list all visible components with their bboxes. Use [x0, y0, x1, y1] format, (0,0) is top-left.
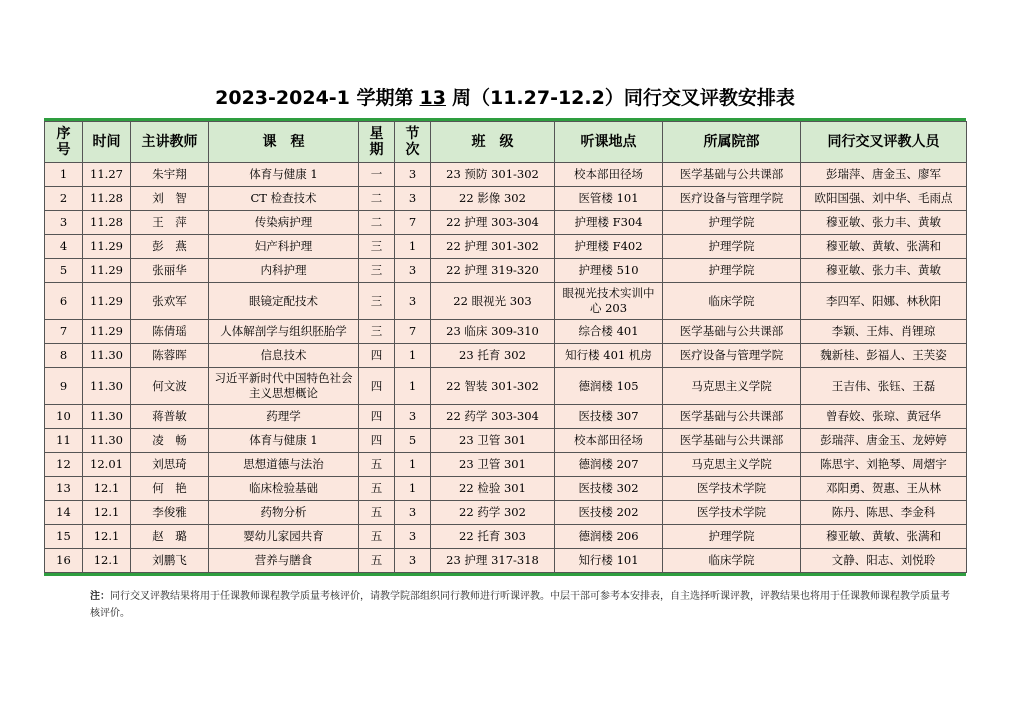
cell-period: 1 [395, 453, 431, 477]
cell-class: 23 预防 301-302 [431, 163, 555, 187]
cell-date: 12.1 [83, 549, 131, 573]
cell-department: 护理学院 [663, 525, 801, 549]
cell-location: 护理楼 510 [555, 259, 663, 283]
cell-index: 14 [45, 501, 83, 525]
cell-date: 11.29 [83, 235, 131, 259]
cell-teacher: 凌 畅 [131, 429, 209, 453]
cell-teacher: 彭 燕 [131, 235, 209, 259]
cell-index: 3 [45, 211, 83, 235]
cell-class: 23 护理 317-318 [431, 549, 555, 573]
cell-index: 11 [45, 429, 83, 453]
cell-period: 7 [395, 211, 431, 235]
cell-teacher: 刘思琦 [131, 453, 209, 477]
cell-location: 知行楼 101 [555, 549, 663, 573]
cell-class: 22 药学 303-304 [431, 405, 555, 429]
cell-period: 1 [395, 344, 431, 368]
cell-class: 22 影像 302 [431, 187, 555, 211]
cell-period: 3 [395, 163, 431, 187]
cell-weekday: 三 [359, 259, 395, 283]
cell-teacher: 张丽华 [131, 259, 209, 283]
cell-evaluators: 穆亚敏、张力丰、黄敏 [801, 259, 967, 283]
header-evaluators: 同行交叉评教人员 [801, 122, 967, 163]
table-row [45, 259, 967, 283]
cell-weekday: 四 [359, 429, 395, 453]
title-week-number: 13 [419, 87, 446, 109]
cell-department: 医疗设备与管理学院 [663, 344, 801, 368]
cell-weekday: 四 [359, 344, 395, 368]
cell-index: 4 [45, 235, 83, 259]
footnote-text: 同行交叉评教结果将用于任课教师课程教学质量考核评价，请教学院部组织同行教师进行听课评教。中层干部可参考本安排表，自主选择听课评教，评教结果也将用于任课教师课程教学质量考核评价。 [90, 591, 950, 619]
cell-index: 9 [45, 368, 83, 405]
cell-teacher: 刘鹏飞 [131, 549, 209, 573]
cell-teacher: 朱宇翔 [131, 163, 209, 187]
cell-period: 3 [395, 525, 431, 549]
cell-period: 7 [395, 320, 431, 344]
cell-course: 营养与膳食 [209, 549, 359, 573]
cell-evaluators: 李颖、王炜、肖锂琼 [801, 320, 967, 344]
cell-course: CT 检查技术 [209, 187, 359, 211]
cell-location: 校本部田径场 [555, 429, 663, 453]
footnote [90, 588, 950, 622]
cell-period: 5 [395, 429, 431, 453]
cell-teacher: 张欢军 [131, 283, 209, 320]
cell-class: 22 检验 301 [431, 477, 555, 501]
cell-period: 1 [395, 368, 431, 405]
cell-period: 3 [395, 405, 431, 429]
cell-course: 思想道德与法治 [209, 453, 359, 477]
cell-location: 医技楼 302 [555, 477, 663, 501]
cell-location: 护理楼 F402 [555, 235, 663, 259]
cell-course: 内科护理 [209, 259, 359, 283]
cell-class: 22 托育 303 [431, 525, 555, 549]
header-period: 节次 [395, 122, 431, 163]
cell-index: 2 [45, 187, 83, 211]
cell-teacher: 蒋普敏 [131, 405, 209, 429]
cell-location: 医技楼 307 [555, 405, 663, 429]
table-row [45, 163, 967, 187]
cell-location: 德润楼 206 [555, 525, 663, 549]
cell-teacher: 李俊雅 [131, 501, 209, 525]
table-row [45, 187, 967, 211]
schedule-table-frame [44, 118, 966, 576]
cell-weekday: 五 [359, 549, 395, 573]
header-weekday: 星期 [359, 122, 395, 163]
table-row [45, 235, 967, 259]
cell-index: 12 [45, 453, 83, 477]
cell-department: 医疗设备与管理学院 [663, 187, 801, 211]
cell-teacher: 陈蓉晖 [131, 344, 209, 368]
schedule-table [44, 121, 967, 573]
cell-class: 22 护理 319-320 [431, 259, 555, 283]
cell-date: 11.27 [83, 163, 131, 187]
cell-course: 信息技术 [209, 344, 359, 368]
cell-index: 13 [45, 477, 83, 501]
cell-class: 23 卫管 301 [431, 429, 555, 453]
table-row [45, 549, 967, 573]
cell-weekday: 二 [359, 211, 395, 235]
table-row [45, 429, 967, 453]
cell-course: 体育与健康 1 [209, 429, 359, 453]
cell-weekday: 五 [359, 501, 395, 525]
cell-department: 护理学院 [663, 235, 801, 259]
cell-teacher: 陈倩瑶 [131, 320, 209, 344]
header-index: 序号 [45, 122, 83, 163]
cell-course: 妇产科护理 [209, 235, 359, 259]
cell-weekday: 一 [359, 163, 395, 187]
cell-location: 德润楼 105 [555, 368, 663, 405]
cell-weekday: 四 [359, 368, 395, 405]
header-class: 班 级 [431, 122, 555, 163]
cell-course: 传染病护理 [209, 211, 359, 235]
cell-period: 3 [395, 187, 431, 211]
cell-location: 德润楼 207 [555, 453, 663, 477]
cell-index: 5 [45, 259, 83, 283]
table-row [45, 405, 967, 429]
cell-date: 12.1 [83, 525, 131, 549]
cell-index: 8 [45, 344, 83, 368]
cell-teacher: 赵 璐 [131, 525, 209, 549]
cell-date: 11.28 [83, 187, 131, 211]
cell-evaluators: 穆亚敏、黄敏、张满和 [801, 235, 967, 259]
cell-course: 眼镜定配技术 [209, 283, 359, 320]
cell-location: 综合楼 401 [555, 320, 663, 344]
cell-department: 马克思主义学院 [663, 453, 801, 477]
cell-index: 1 [45, 163, 83, 187]
cell-period: 1 [395, 235, 431, 259]
cell-course: 药理学 [209, 405, 359, 429]
cell-evaluators: 曾春姣、张琼、黄冠华 [801, 405, 967, 429]
table-row [45, 525, 967, 549]
cell-class: 22 智装 301-302 [431, 368, 555, 405]
cell-period: 3 [395, 259, 431, 283]
cell-index: 15 [45, 525, 83, 549]
cell-date: 11.29 [83, 283, 131, 320]
table-row [45, 344, 967, 368]
cell-index: 10 [45, 405, 83, 429]
title-suffix: 周（11.27-12.2）同行交叉评教安排表 [451, 87, 795, 109]
table-body [45, 163, 967, 573]
cell-weekday: 五 [359, 477, 395, 501]
cell-location: 眼视光技术实训中心 203 [555, 283, 663, 320]
cell-course: 临床检验基础 [209, 477, 359, 501]
table-header-row [45, 122, 967, 163]
cell-period: 3 [395, 501, 431, 525]
cell-teacher: 王 萍 [131, 211, 209, 235]
cell-date: 11.28 [83, 211, 131, 235]
cell-date: 11.30 [83, 368, 131, 405]
cell-course: 婴幼儿家园共育 [209, 525, 359, 549]
cell-class: 23 托育 302 [431, 344, 555, 368]
cell-department: 临床学院 [663, 549, 801, 573]
cell-evaluators: 王吉伟、张钰、王磊 [801, 368, 967, 405]
cell-date: 11.29 [83, 259, 131, 283]
cell-weekday: 五 [359, 453, 395, 477]
cell-class: 22 护理 303-304 [431, 211, 555, 235]
cell-index: 6 [45, 283, 83, 320]
cell-date: 12.1 [83, 501, 131, 525]
cell-evaluators: 陈丹、陈思、李金科 [801, 501, 967, 525]
cell-weekday: 三 [359, 235, 395, 259]
cell-department: 医学基础与公共课部 [663, 429, 801, 453]
cell-evaluators: 陈思宇、刘艳琴、周熠宇 [801, 453, 967, 477]
cell-date: 11.30 [83, 344, 131, 368]
cell-department: 医学技术学院 [663, 501, 801, 525]
cell-period: 3 [395, 549, 431, 573]
cell-period: 3 [395, 283, 431, 320]
cell-weekday: 四 [359, 405, 395, 429]
table-row [45, 320, 967, 344]
cell-department: 护理学院 [663, 211, 801, 235]
cell-class: 22 药学 302 [431, 501, 555, 525]
page-title [0, 84, 1010, 112]
cell-department: 医学基础与公共课部 [663, 405, 801, 429]
table-row [45, 211, 967, 235]
cell-date: 12.01 [83, 453, 131, 477]
cell-evaluators: 文静、阳志、刘悦聆 [801, 549, 967, 573]
cell-course: 习近平新时代中国特色社会主义思想概论 [209, 368, 359, 405]
table-row [45, 477, 967, 501]
cell-class: 23 卫管 301 [431, 453, 555, 477]
cell-course: 体育与健康 1 [209, 163, 359, 187]
header-department: 所属院部 [663, 122, 801, 163]
cell-location: 医管楼 101 [555, 187, 663, 211]
cell-period: 1 [395, 477, 431, 501]
cell-evaluators: 穆亚敏、张力丰、黄敏 [801, 211, 967, 235]
header-location: 听课地点 [555, 122, 663, 163]
cell-department: 医学基础与公共课部 [663, 163, 801, 187]
cell-evaluators: 魏新桂、彭福人、王芙姿 [801, 344, 967, 368]
cell-teacher: 何文波 [131, 368, 209, 405]
cell-evaluators: 欧阳国强、刘中华、毛雨点 [801, 187, 967, 211]
cell-course: 人体解剖学与组织胚胎学 [209, 320, 359, 344]
cell-teacher: 刘 智 [131, 187, 209, 211]
cell-course: 药物分析 [209, 501, 359, 525]
cell-class: 22 眼视光 303 [431, 283, 555, 320]
cell-location: 护理楼 F304 [555, 211, 663, 235]
cell-weekday: 五 [359, 525, 395, 549]
cell-weekday: 二 [359, 187, 395, 211]
cell-index: 7 [45, 320, 83, 344]
cell-date: 11.30 [83, 429, 131, 453]
cell-weekday: 三 [359, 320, 395, 344]
cell-evaluators: 穆亚敏、黄敏、张满和 [801, 525, 967, 549]
cell-location: 医技楼 202 [555, 501, 663, 525]
cell-location: 校本部田径场 [555, 163, 663, 187]
cell-class: 23 临床 309-310 [431, 320, 555, 344]
cell-evaluators: 李四军、阳娜、林秋阳 [801, 283, 967, 320]
table-row [45, 453, 967, 477]
cell-weekday: 三 [359, 283, 395, 320]
cell-evaluators: 彭瑞萍、唐金玉、廖军 [801, 163, 967, 187]
header-course: 课 程 [209, 122, 359, 163]
cell-date: 11.29 [83, 320, 131, 344]
table-row [45, 501, 967, 525]
cell-department: 医学技术学院 [663, 477, 801, 501]
footnote-label: 注： [90, 591, 110, 602]
cell-department: 医学基础与公共课部 [663, 320, 801, 344]
header-teacher: 主讲教师 [131, 122, 209, 163]
cell-teacher: 何 艳 [131, 477, 209, 501]
title-prefix: 2023-2024-1 学期第 [215, 87, 414, 109]
cell-department: 护理学院 [663, 259, 801, 283]
header-date: 时间 [83, 122, 131, 163]
cell-date: 12.1 [83, 477, 131, 501]
cell-department: 临床学院 [663, 283, 801, 320]
cell-location: 知行楼 401 机房 [555, 344, 663, 368]
cell-evaluators: 邓阳勇、贺惠、王从林 [801, 477, 967, 501]
cell-index: 16 [45, 549, 83, 573]
cell-evaluators: 彭瑞萍、唐金玉、龙婷婷 [801, 429, 967, 453]
table-row [45, 283, 967, 320]
table-row [45, 368, 967, 405]
cell-department: 马克思主义学院 [663, 368, 801, 405]
cell-date: 11.30 [83, 405, 131, 429]
cell-class: 22 护理 301-302 [431, 235, 555, 259]
